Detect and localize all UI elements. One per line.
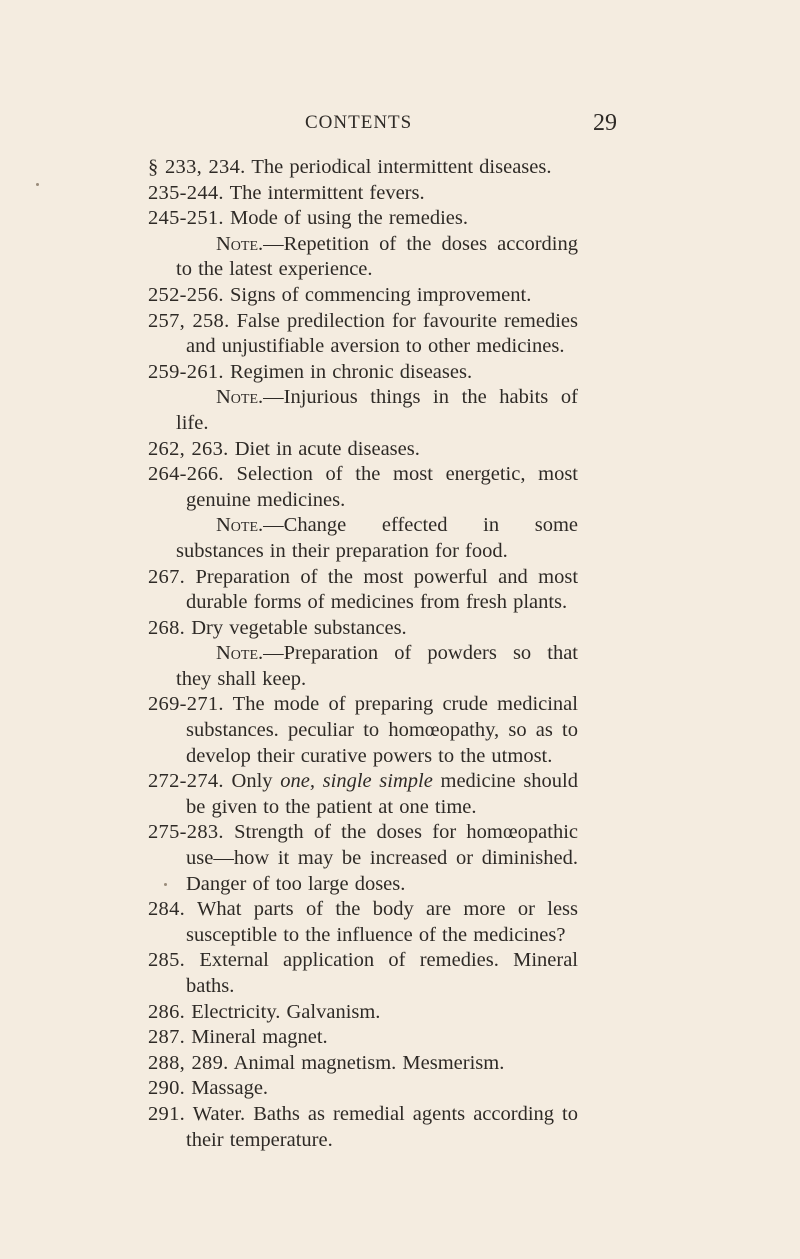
contents-entry [148, 948, 578, 999]
section-number: 285. [148, 949, 186, 972]
running-head [0, 112, 800, 142]
note-text: —Preparation of powders so that they shall keep. [176, 642, 578, 690]
entry-text: Preparation of the most powerful and most durable forms of medicines from fresh plants. [186, 565, 579, 614]
section-number: 259-261. [148, 360, 224, 383]
entry-text: Mode of using the remedies. [229, 207, 468, 230]
contents-entry [148, 437, 578, 463]
entry-text: The periodical intermittent diseases. [251, 156, 552, 178]
section-number: 264-266. [148, 463, 224, 486]
entry-text-pre: Only [231, 770, 281, 793]
section-number: 267. [148, 565, 186, 588]
note-text: —Injurious things in the habits of life. [176, 386, 578, 434]
section-number: 287. [148, 1026, 186, 1049]
contents-entry [148, 565, 578, 616]
note-label: Note. [216, 642, 264, 665]
entry-text: The intermittent fevers. [229, 181, 425, 204]
section-number: 275-283. [148, 821, 224, 844]
contents-entry [148, 820, 578, 897]
contents-entry [148, 1025, 578, 1051]
entry-text: False predilection for favourite remedies and unjustifiable aversion to other medicines. [186, 309, 578, 358]
contents-entry [148, 309, 578, 360]
entry-text-italic: one, single simple [280, 770, 433, 793]
entry-text: Dry vegetable substances. [191, 616, 407, 639]
entry-text: Water. Baths as remedial agents according to their temperature. [186, 1102, 578, 1151]
contents-entry [148, 1051, 578, 1077]
contents-note [148, 385, 578, 436]
note-label: Note. [216, 386, 264, 409]
contents-entry [148, 181, 578, 207]
running-head-title: CONTENTS [305, 112, 413, 133]
entry-text: Animal magnetism. Mesmerism. [233, 1051, 505, 1074]
contents-list [148, 155, 578, 1153]
entry-text: Regimen in chronic diseases. [229, 360, 473, 383]
paper-speck [164, 883, 167, 886]
contents-entry [148, 769, 578, 820]
section-number: 288, 289. [148, 1051, 229, 1074]
contents-entry [148, 692, 578, 769]
note-label: Note. [216, 232, 264, 255]
contents-entry [148, 1102, 578, 1153]
section-number: 245-251. [148, 207, 224, 230]
contents-entry [148, 1000, 578, 1026]
section-number: 268. [148, 616, 186, 639]
entry-text: The mode of preparing crude medicinal substances. peculiar to homœopathy, so as to develop their curative powers to the utmost. [186, 693, 578, 767]
entry-text: Electricity. Galvanism. [191, 1000, 381, 1023]
note-text: —Repetition of the doses according to the latest experience. [176, 232, 578, 281]
contents-entry [148, 360, 578, 386]
entry-text: Diet in acute diseases. [234, 437, 420, 460]
section-number: 235-244. [148, 181, 224, 204]
section-number: 272-274. [148, 770, 224, 793]
section-number: 284. [148, 898, 186, 921]
section-number: 257, 258. [148, 309, 230, 332]
page-number: 29 [593, 110, 617, 136]
contents-entry [148, 1076, 578, 1102]
entry-text: Massage. [191, 1077, 269, 1100]
section-number: 290. [148, 1077, 186, 1100]
section-number: 262, 263. [148, 437, 229, 460]
contents-entry [148, 206, 578, 232]
entry-text-post: medicine should be given to the patient at one time. [186, 770, 579, 818]
section-number: § 233, 234. [148, 156, 246, 178]
entry-text: What parts of the body are more or less susceptible to the influence of the medicines? [186, 898, 578, 946]
contents-note [148, 232, 578, 283]
contents-entry [148, 897, 578, 948]
section-number: 252-256. [148, 283, 224, 306]
contents-entry [148, 283, 578, 309]
note-text: —Change effected in some substances in their preparation for food. [176, 514, 578, 562]
entry-text: Selection of the most energetic, most genuine medicines. [186, 463, 578, 511]
section-number: 291. [148, 1102, 186, 1125]
entry-text: Signs of commencing improvement. [229, 283, 532, 306]
contents-entry [148, 462, 578, 513]
contents-note [148, 513, 578, 564]
contents-note [148, 641, 578, 692]
entry-text: External application of remedies. Mineral baths. [186, 949, 578, 997]
section-number: 286. [148, 1000, 186, 1023]
contents-entry [148, 155, 578, 181]
section-number: 269-271. [148, 693, 224, 716]
paper-speck [36, 183, 39, 186]
entry-text: Strength of the doses for homœopathic use—how it may be increased or diminished. Danger of too large doses. [186, 821, 578, 895]
contents-entry [148, 616, 578, 642]
entry-text: Mineral magnet. [191, 1026, 328, 1049]
note-label: Note. [216, 514, 264, 537]
